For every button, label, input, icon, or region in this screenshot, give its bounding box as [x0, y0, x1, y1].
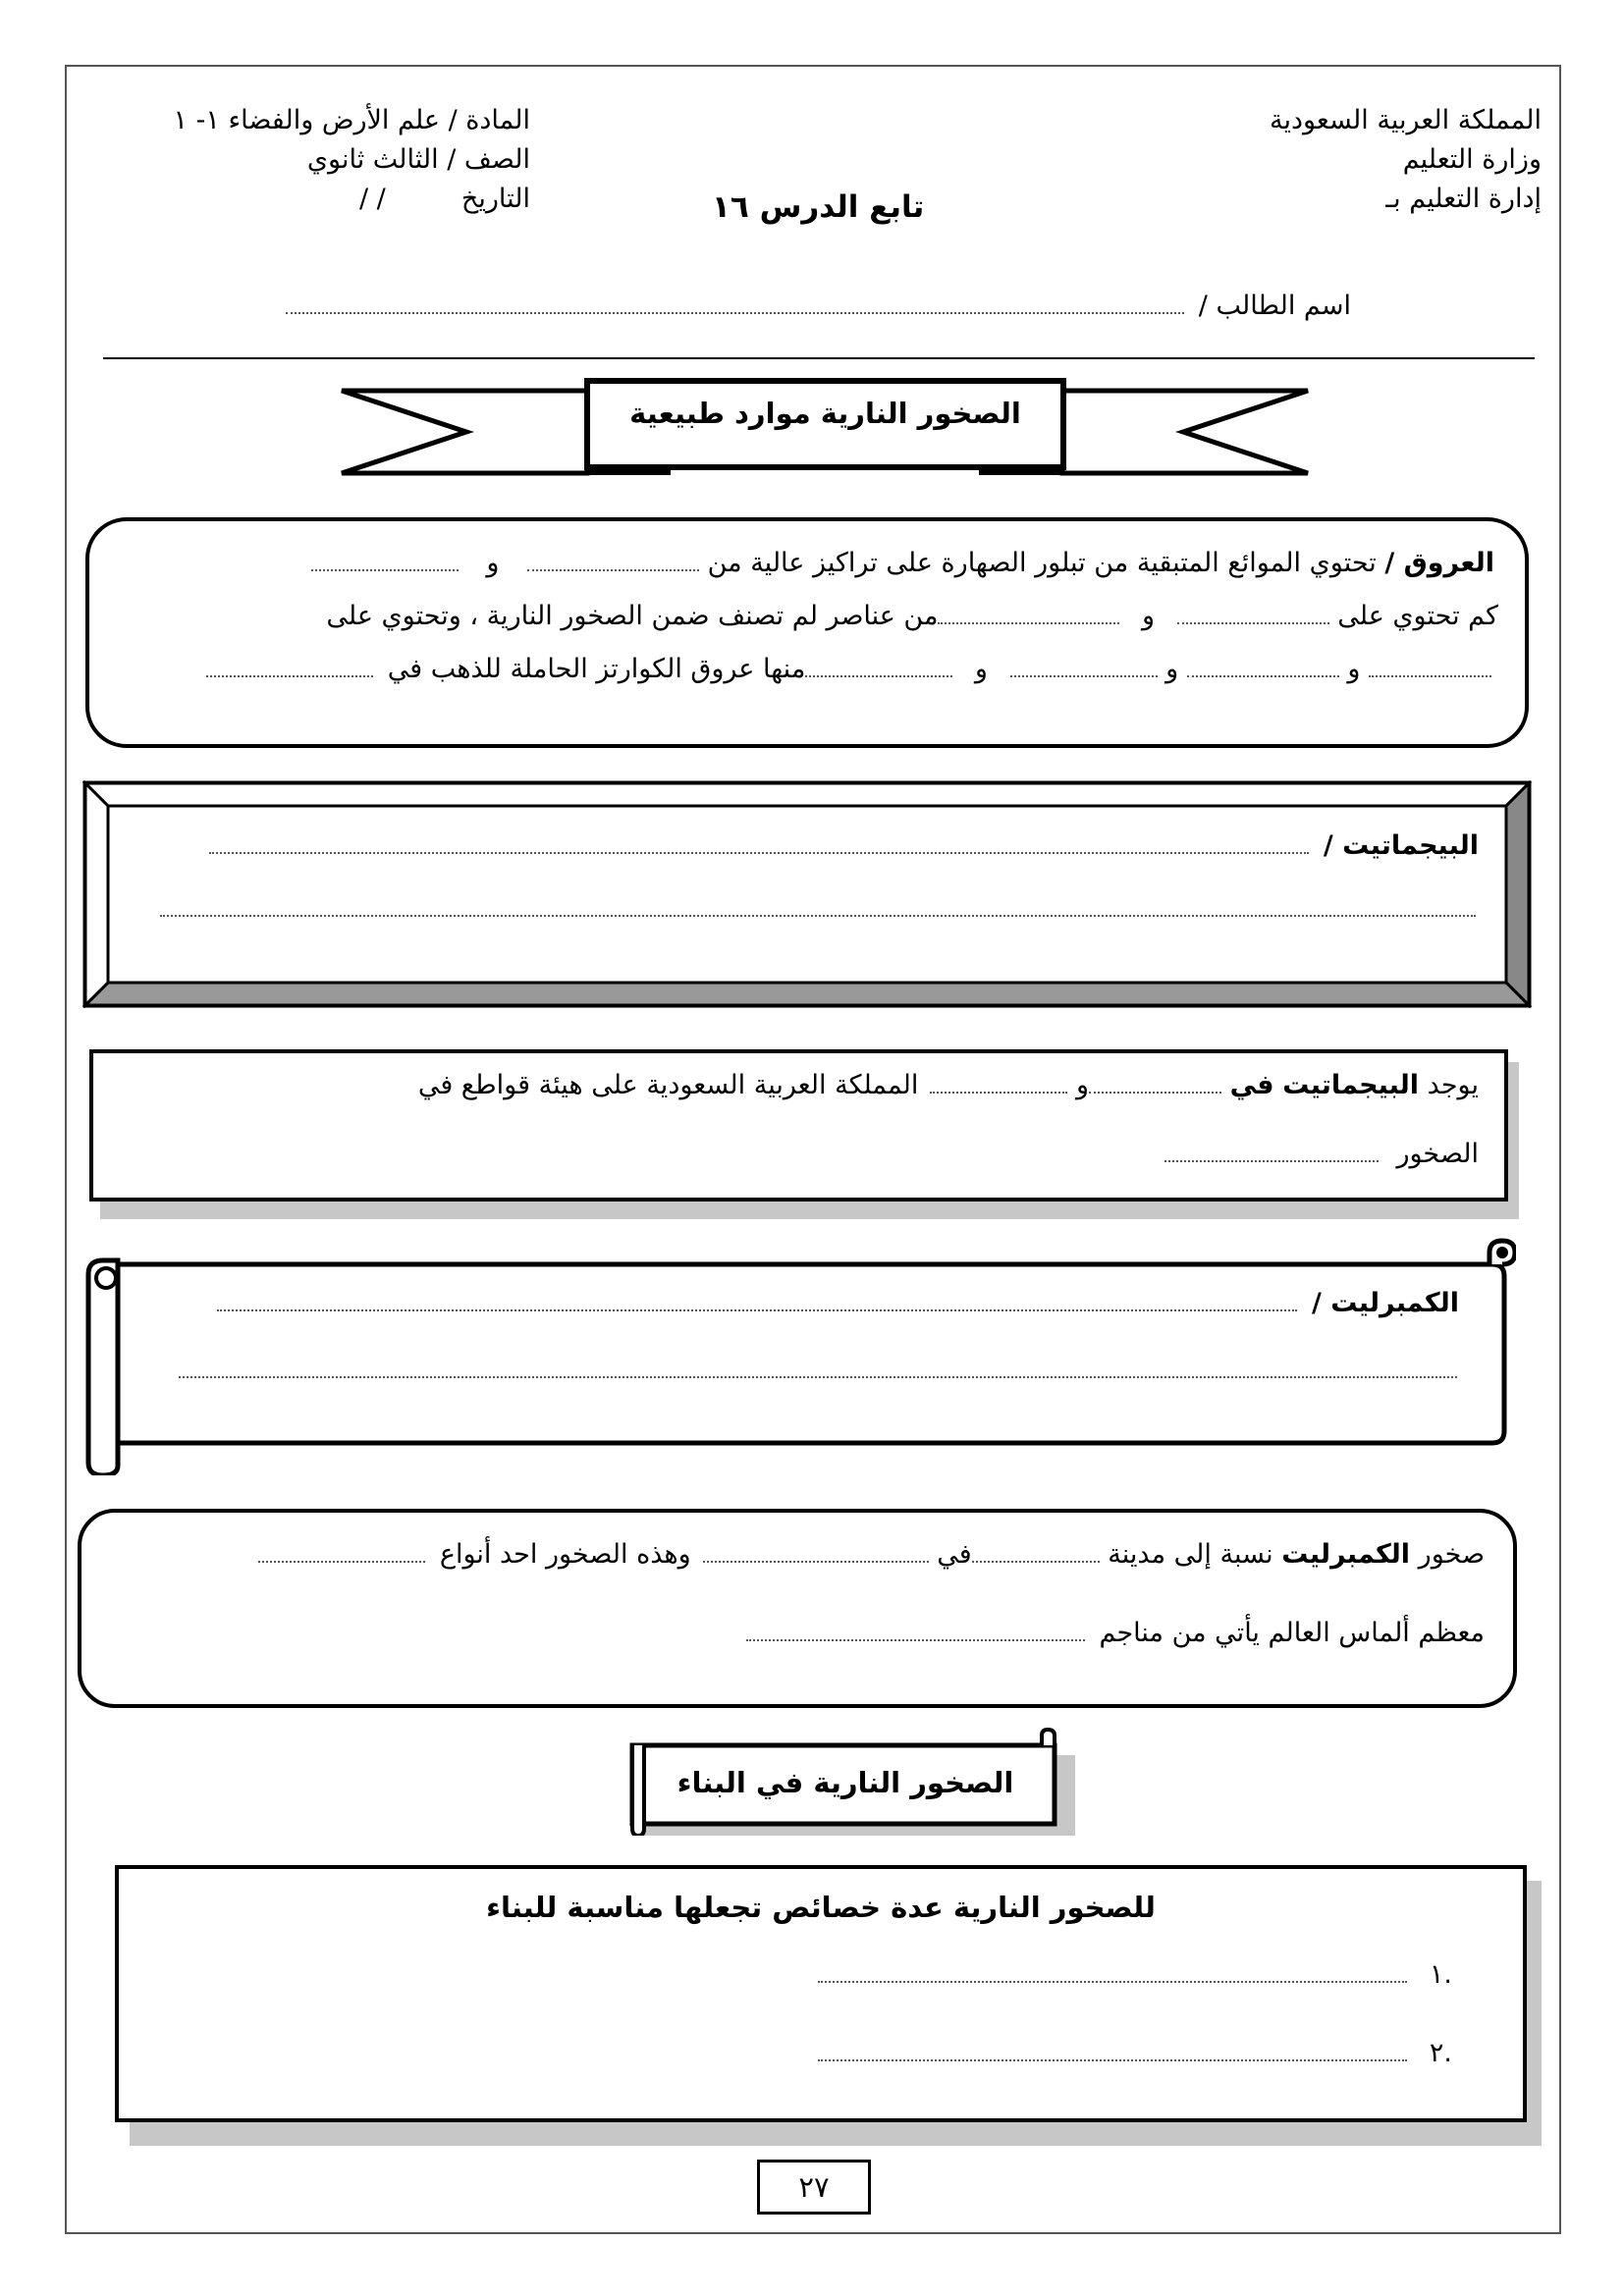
veins-line3: و و و منها عروق الكوارتز الحاملة للذهب في — [206, 654, 1491, 685]
student-name-dots[interactable] — [286, 311, 1184, 314]
grade-text: الصف / الثالث ثانوي — [306, 144, 530, 175]
building-item-1: .١ — [818, 1959, 1452, 1991]
lesson-title: تابع الدرس ١٦ — [712, 189, 925, 225]
header-right — [1270, 101, 1542, 219]
kimberlite-line1 — [217, 1288, 1459, 1319]
ribbon-right-tail — [1062, 391, 1308, 473]
kimberlite-scroll — [79, 1235, 1516, 1475]
education-admin-text: إدارة التعليم بـ — [1385, 184, 1542, 214]
pegmatite-loc-line1: يوجد البيجماتيت في و المملكة العربية السعودية على هيئة قواطع في — [417, 1070, 1479, 1100]
pegmatite-loc-line2: الصخور — [1164, 1139, 1479, 1170]
pegmatite-label: البيجماتيت / — [1323, 830, 1479, 861]
ministry-text: وزارة التعليم — [1402, 144, 1542, 175]
veins-label: العروق / — [1384, 548, 1494, 578]
banner-title: الصخور النارية موارد طبيعية — [629, 397, 1021, 430]
kimberlite-line2[interactable] — [179, 1376, 1457, 1378]
header-left — [0, 101, 530, 219]
veins-line2: كم تحتوي على و من عناصر لم تصنف ضمن الصخور النارية ، وتحتوي على — [326, 601, 1498, 631]
kingdom-text: المملكة العربية السعودية — [1269, 105, 1542, 135]
subject-text: المادة / علم الأرض والفضاء ١- ١ — [173, 105, 530, 135]
date-line — [0, 180, 530, 219]
kimberlite-info-line1: صخور الكمبرليت نسبة إلى مدينة في وهذه الصخور احد أنواع — [258, 1539, 1485, 1571]
student-name-row — [286, 291, 1351, 322]
pegmatite-frame — [82, 780, 1532, 1008]
kimberlite-info-line2: معظم ألماس العالم يأتي من مناجم — [746, 1618, 1485, 1649]
kimberlite-label: الكمبرليت / — [1311, 1288, 1459, 1318]
header-divider — [103, 357, 1535, 359]
pegmatite-line2[interactable] — [160, 915, 1476, 917]
student-name-label: اسم الطالب / — [1198, 291, 1351, 321]
veins-line1: العروق / تحتوي الموائع المتبقية من تبلور الصهارة على تراكيز عالية من و — [311, 548, 1494, 579]
date-value: / / — [358, 184, 386, 214]
pegmatite-line1 — [209, 830, 1479, 862]
building-heading: للصخور النارية عدة خصائص تجعلها مناسبة للبناء — [486, 1891, 1156, 1924]
date-label: التاريخ — [460, 184, 530, 214]
building-title: الصخور النارية في البناء — [677, 1766, 1014, 1799]
building-item-2: .٢ — [818, 2038, 1452, 2069]
page-number: ٢٧ — [757, 2160, 871, 2215]
ribbon-left-tail — [342, 391, 587, 473]
